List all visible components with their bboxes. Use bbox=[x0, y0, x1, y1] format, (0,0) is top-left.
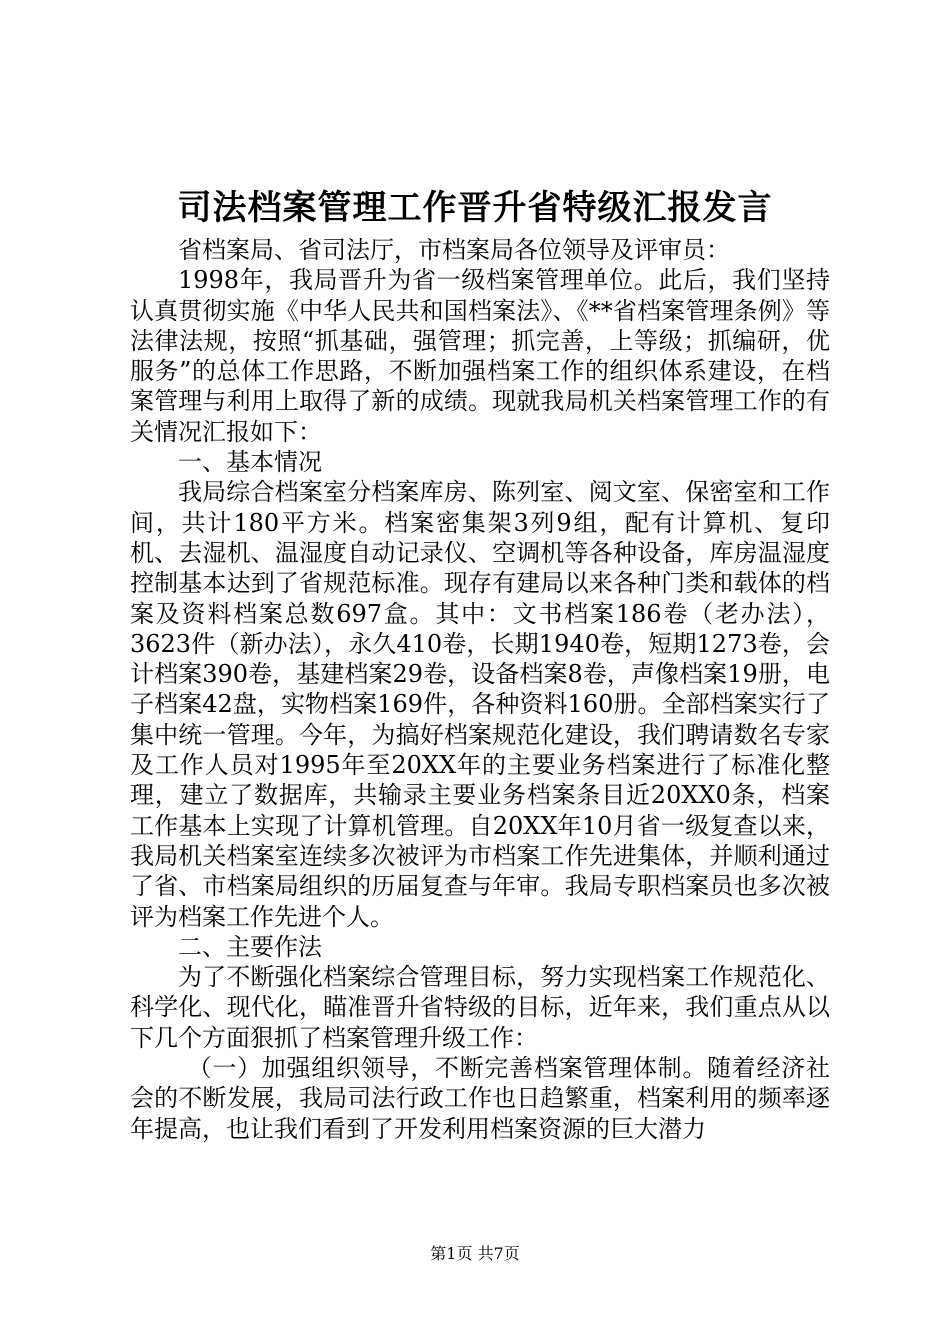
salutation-paragraph: 省档案局、省司法厅，市档案局各位领导及评审员： bbox=[178, 236, 730, 264]
methods-intro-paragraph: 为了不断强化档案综合管理目标，努力实现档案工作规范化、科学化、现代化，瞄准晋升省特级的目标，近年来，我们重点从以下几个方面狠抓了档案管理升级工作： bbox=[130, 963, 830, 1052]
basic-situation-paragraph: 我局综合档案室分档案库房、陈列室、阅文室、保密室和工作间，共计180平方米。档案密集架3列9组，配有计算机、复印机、去湿机、温湿度自动记录仪、空调机等各种设备，库房温湿度控制基本达到了省规范标准。现存有建局以来各种门类和载体的档案及资料档案总数697盒。其中：文书档案186卷（老办法），3623件（新办法），永久410卷，长期1940卷，短期1273卷，会计档案390卷，基建档案29卷，设备档案8卷，声像档案19册，电子档案42盘，实物档案169件，各种资料160册。全部档案实行了集中统一管理。今年，为搞好档案规范化建设，我们聘请数名专家及工作人员对1995年至20XX年的主要业务档案进行了标准化整理，建立了数据库，共输录主要业务档案条目近20XX0条，档案工作基本上实现了计算机管理。自20XX年10月省一级复查以来，我局机关档案室连续多次被评为市档案工作先进集体，并顺利通过了省、市档案局组织的历届复查与年审。我局专职档案员也多次被评为档案工作先进个人。 bbox=[130, 478, 830, 931]
intro-paragraph: 1998年，我局晋升为省一级档案管理单位。此后，我们坚持认真贯彻实施《中华人民共和国档案法》、《**省档案管理条例》等法律法规，按照“抓基础，强管理；抓完善，上等级；抓编研，优服务”的总体工作思路，不断加强档案工作的组织体系建设，在档案管理与利用上取得了新的成绩。现就我局机关档案管理工作的有关情况汇报如下： bbox=[130, 266, 830, 446]
section-heading-basic: 一、基本情况 bbox=[178, 448, 322, 477]
document-title: 司法档案管理工作晋升省特级汇报发言 bbox=[177, 188, 773, 228]
section-heading-methods: 二、主要作法 bbox=[178, 932, 322, 961]
page-number-footer: 第1页 共7页 bbox=[430, 1244, 520, 1263]
subsection-paragraph-1: （一）加强组织领导，不断完善档案管理体制。随着经济社会的不断发展，我局司法行政工作也日趋繁重，档案利用的频率逐年提高，也让我们看到了开发利用档案资源的巨大潜力 bbox=[130, 1054, 830, 1143]
document-body bbox=[130, 235, 830, 1144]
